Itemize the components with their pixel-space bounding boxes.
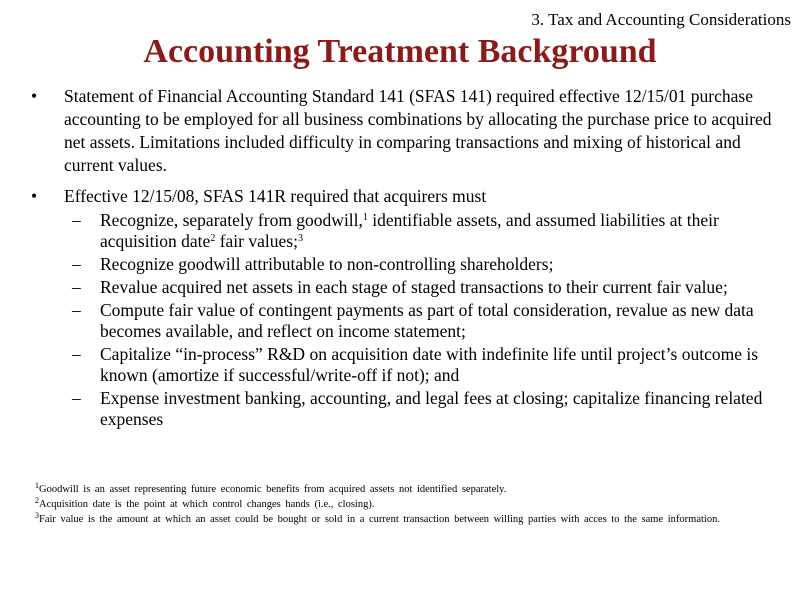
dash-icon: – bbox=[72, 254, 81, 274]
sub-item-text: Recognize, separately from goodwill, bbox=[100, 210, 363, 230]
footnote bbox=[35, 497, 775, 512]
sub-item-text: identifiable assets, and assumed liabilities at their acquisition date bbox=[100, 210, 719, 251]
footnote-ref: 2 bbox=[210, 233, 216, 244]
bullet-item-sfas141r bbox=[30, 185, 780, 208]
bullet-icon: • bbox=[31, 186, 38, 206]
dash-icon: – bbox=[72, 388, 81, 408]
sub-item-text: Expense investment banking, accounting, and legal fees at closing; capitalize financing related expenses bbox=[100, 388, 763, 429]
sub-item-text: Capitalize “in-process” R&D on acquisition date with indefinite life until project’s outcome is known (amortize if successful/write-off if not); and bbox=[100, 344, 759, 385]
footnote-text: Goodwill is an asset representing future economic benefits from acquired assets not identified separately. bbox=[39, 484, 507, 495]
footnotes bbox=[35, 482, 775, 527]
footnote-ref: 1 bbox=[362, 212, 368, 223]
footnote-ref: 3 bbox=[297, 233, 303, 244]
footnote-number: 3 bbox=[35, 511, 39, 520]
sub-item-text: fair values; bbox=[215, 231, 298, 251]
slide-title: Accounting Treatment Background bbox=[143, 33, 657, 70]
sub-item bbox=[30, 300, 780, 342]
footnote bbox=[35, 512, 775, 527]
footnote-number: 1 bbox=[35, 481, 39, 490]
dash-icon: – bbox=[72, 344, 81, 364]
dash-icon: – bbox=[72, 277, 81, 297]
footnote bbox=[35, 482, 775, 497]
slide-content bbox=[30, 85, 780, 432]
sub-item-text: Recognize goodwill attributable to non-controlling shareholders; bbox=[100, 254, 554, 274]
sub-item bbox=[30, 277, 780, 298]
sub-item-text: Compute fair value of contingent payments as part of total consideration, revalue as new data becomes available, and reflect on income statement; bbox=[100, 300, 754, 341]
sub-list bbox=[30, 210, 780, 430]
section-label: 3. Tax and Accounting Considerations bbox=[531, 10, 791, 29]
footnote-text: Fair value is the amount at which an asset could be bought or sold in a current transaction between willing parties with acces to the same information. bbox=[39, 514, 720, 525]
bullet-icon: • bbox=[31, 86, 38, 106]
bullet-item-sfas141 bbox=[30, 85, 780, 177]
sub-item bbox=[30, 254, 780, 275]
footnote-text: Acquisition date is the point at which control changes hands (i.e., closing). bbox=[39, 499, 375, 510]
sub-item bbox=[30, 344, 780, 386]
sub-item bbox=[30, 388, 780, 430]
bullet-text: Statement of Financial Accounting Standard 141 (SFAS 141) required effective 12/15/01 purchase accounting to be employed for all business combinations by allocating the purchase price to acquired net assets. Limitations included difficulty in comparing transactions and mixing of historical and current values. bbox=[64, 86, 772, 175]
dash-icon: – bbox=[72, 210, 81, 230]
sub-item-text: Revalue acquired net assets in each stage of staged transactions to their current fair value; bbox=[100, 277, 728, 297]
dash-icon: – bbox=[72, 300, 81, 320]
bullet-text: Effective 12/15/08, SFAS 141R required that acquirers must bbox=[64, 186, 487, 206]
footnote-number: 2 bbox=[35, 496, 39, 505]
sub-item bbox=[30, 210, 780, 252]
